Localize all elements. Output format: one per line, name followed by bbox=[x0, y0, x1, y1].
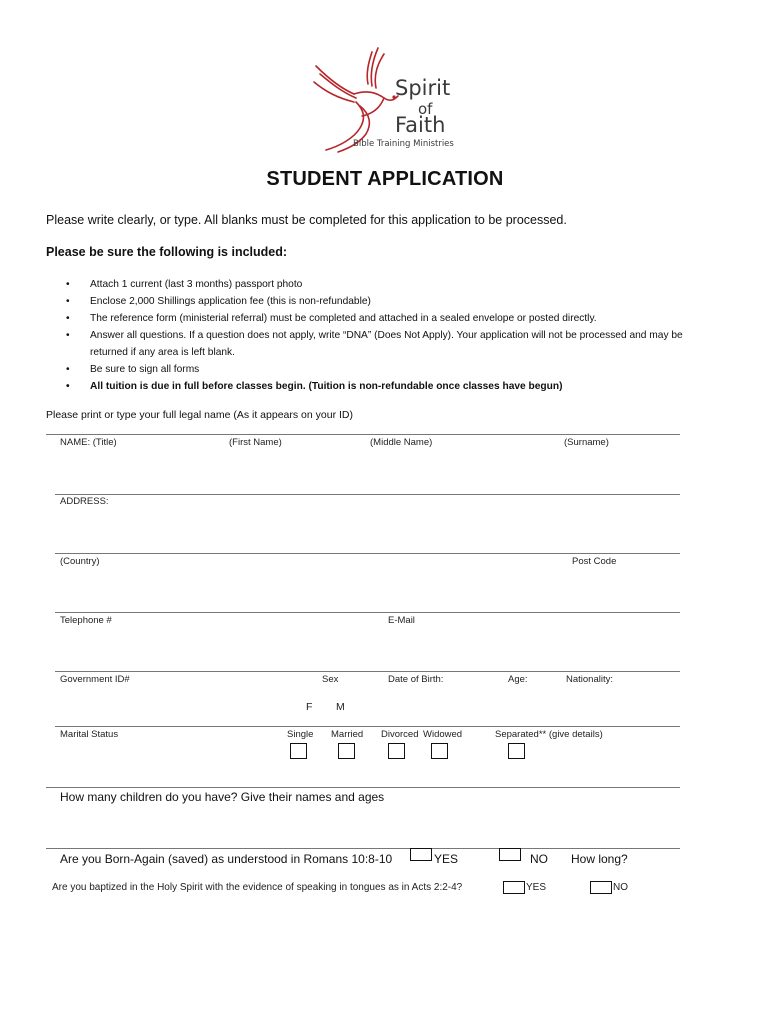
nationality-label: Nationality: bbox=[566, 674, 613, 685]
baptized-yes-checkbox[interactable] bbox=[503, 881, 525, 894]
bullet-icon: • bbox=[66, 364, 70, 375]
divider bbox=[46, 848, 680, 849]
logo-word-faith: Faith bbox=[395, 113, 446, 137]
requirements-checklist bbox=[66, 276, 716, 395]
dob-label: Date of Birth: bbox=[388, 674, 444, 685]
married-label: Married bbox=[331, 729, 364, 740]
bullet-icon: • bbox=[66, 381, 70, 392]
checklist-heading: Please be sure the following is included: bbox=[46, 245, 288, 259]
married-checkbox[interactable] bbox=[338, 743, 355, 759]
bullet-icon: • bbox=[66, 313, 70, 324]
bullet-icon: • bbox=[66, 296, 70, 307]
intro-text: Please write clearly, or type. All blanks must be completed for this application to be processed. bbox=[46, 213, 567, 227]
children-question: How many children do you have? Give their names and ages bbox=[60, 790, 385, 804]
name-title-label: NAME: (Title) bbox=[60, 437, 117, 448]
first-name-label: (First Name) bbox=[229, 437, 282, 448]
bullet-icon: • bbox=[66, 330, 70, 341]
born-again-question: Are you Born-Again (saved) as understood in Romans 10:8-10 bbox=[60, 852, 393, 866]
page-title: STUDENT APPLICATION bbox=[266, 168, 504, 190]
divider bbox=[55, 494, 680, 495]
address-label: ADDRESS: bbox=[60, 496, 109, 507]
marital-status-label: Marital Status bbox=[60, 729, 119, 740]
middle-name-label: (Middle Name) bbox=[370, 437, 433, 448]
list-item: • Enclose 2,000 Shillings application fee (this is non-refundable) bbox=[66, 293, 716, 310]
surname-label: (Surname) bbox=[564, 437, 609, 448]
divider bbox=[46, 787, 680, 788]
age-label: Age: bbox=[508, 674, 528, 685]
single-label: Single bbox=[287, 729, 314, 740]
separated-checkbox[interactable] bbox=[508, 743, 525, 759]
baptized-no-checkbox[interactable] bbox=[590, 881, 612, 894]
single-checkbox[interactable] bbox=[290, 743, 307, 759]
logo-word-spirit: Spirit bbox=[395, 76, 451, 100]
telephone-label: Telephone # bbox=[60, 615, 112, 626]
full-name-instruction: Please print or type your full legal name (As it appears on your ID) bbox=[46, 409, 353, 421]
list-item: • The reference form (ministerial referral) must be completed and attached in a sealed envelope or posted directly. bbox=[66, 310, 716, 327]
born-again-yes-checkbox[interactable] bbox=[410, 848, 432, 861]
divorced-checkbox[interactable] bbox=[388, 743, 405, 759]
widowed-checkbox[interactable] bbox=[431, 743, 448, 759]
widowed-label: Widowed bbox=[423, 729, 463, 740]
post-code-label: Post Code bbox=[572, 556, 617, 567]
list-item: • Attach 1 current (last 3 months) passport photo bbox=[66, 276, 716, 293]
logo-tagline: Bible Training Ministries bbox=[353, 139, 454, 149]
list-item: • All tuition is due in full before classes begin. (Tuition is non-refundable once classes have begun) bbox=[66, 378, 716, 395]
divider bbox=[46, 434, 680, 435]
logo bbox=[300, 40, 480, 155]
baptized-no-label: NO bbox=[613, 882, 628, 893]
separated-label: Separated** (give details) bbox=[495, 729, 603, 740]
born-again-yes-label: YES bbox=[434, 852, 459, 866]
born-again-no-label: NO bbox=[530, 852, 548, 866]
country-label: (Country) bbox=[60, 556, 100, 567]
divider bbox=[55, 726, 680, 727]
sex-f-label: F bbox=[306, 701, 313, 713]
sex-m-label: M bbox=[336, 701, 345, 713]
government-id-label: Government ID# bbox=[60, 674, 130, 685]
logo-word-of: of bbox=[418, 100, 433, 118]
list-item: • Be sure to sign all forms bbox=[66, 361, 716, 378]
sex-label: Sex bbox=[322, 674, 339, 685]
divider bbox=[55, 671, 680, 672]
baptized-yes-label: YES bbox=[526, 882, 547, 893]
born-again-no-checkbox[interactable] bbox=[499, 848, 521, 861]
divorced-label: Divorced bbox=[381, 729, 419, 740]
how-long-label: How long? bbox=[571, 852, 628, 866]
divider bbox=[55, 612, 680, 613]
bullet-icon: • bbox=[66, 279, 70, 290]
baptized-question: Are you baptized in the Holy Spirit with the evidence of speaking in tongues as in Acts 2:2-4? bbox=[52, 882, 463, 893]
email-label: E-Mail bbox=[388, 615, 415, 626]
divider bbox=[55, 553, 680, 554]
list-item: • Answer all questions. If a question does not apply, write “DNA” (Does Not Apply). Your application will not be processed and may be returned if any area is left blank. bbox=[66, 327, 716, 361]
